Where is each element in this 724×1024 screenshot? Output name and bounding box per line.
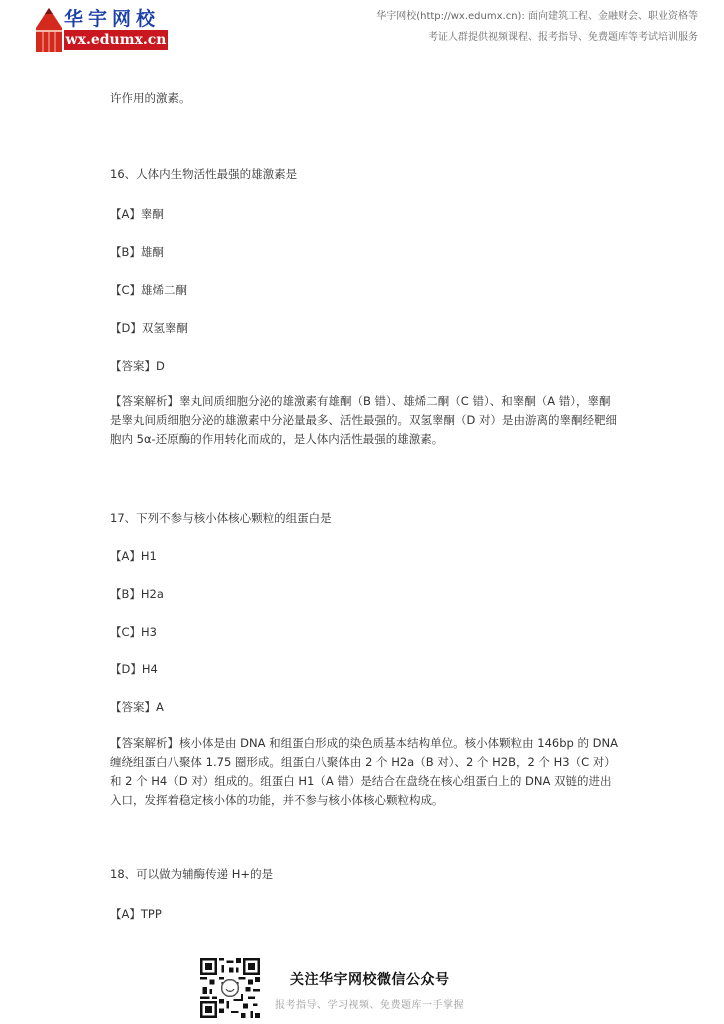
option-d: 【D】双氢睾酮 xyxy=(110,321,188,335)
option-d: 【D】H4 xyxy=(110,662,158,676)
option-a: 【A】H1 xyxy=(110,549,157,563)
option-b: 【B】H2a xyxy=(110,587,164,601)
answer: 【答案】D xyxy=(110,359,165,373)
tagline-line-2: 考证人群提供视频课程、报考指导、免费题库等考试培训服务 xyxy=(428,32,698,43)
footer-title: 关注华宇网校微信公众号 xyxy=(290,972,450,988)
page-header xyxy=(0,0,724,56)
answer: 【答案】A xyxy=(110,700,164,714)
question-stem: 16、人体内生物活性最强的雄激素是 xyxy=(110,167,298,181)
logo[interactable] xyxy=(34,4,170,52)
logo-brand-name: 华宇网校 xyxy=(64,8,161,30)
footer-subtitle: 报考指导、学习视频、免费题库一手掌握 xyxy=(275,1000,464,1011)
question-stem: 17、下列不参与核小体核心颗粒的组蛋白是 xyxy=(110,511,332,525)
answer-analysis: 【答案解析】睾丸间质细胞分泌的雄激素有雄酮（B 错）、雄烯二酮（C 错）、和睾酮（A 错），睾酮是睾丸间质细胞分泌的雄激素中分泌量最多、活性最强的。双氢睾酮（D 对）是由游离的睾酮经靶细胞内 5α-还原酶的作用转化而成的，是人体内活性最强的雄激素。 xyxy=(110,394,618,446)
option-a: 【A】TPP xyxy=(110,907,162,921)
qr-code-icon[interactable] xyxy=(200,958,260,1018)
header-tagline xyxy=(376,6,698,48)
tagline-line-1: 华宇网校(http://wx.edumx.cn): 面向建筑工程、金融财会、职业资格等 xyxy=(376,11,698,22)
continuation-text: 许作用的激素。 xyxy=(110,91,191,105)
page-footer xyxy=(200,958,520,1018)
option-a: 【A】睾酮 xyxy=(110,207,164,221)
option-b: 【B】雄酮 xyxy=(110,245,164,259)
pencil-logo-icon xyxy=(36,8,62,52)
answer-analysis: 【答案解析】核小体是由 DNA 和组蛋白形成的染色质基本结构单位。核小体颗粒由 146bp 的 DNA 缠绕组蛋白八聚体 1.75 圈形成。组蛋白八聚体由 2 个 H2a（B 对）、2 个 H2B，2 个 H3（C 对）和 2 个 H4（D 对）组成的。组蛋白 H1（A 错）是结合在盘绕在核心组蛋白上的 DNA 双链的进出入口，发挥着稳定核小体的功能，并不参与核小体核心颗粒构成。 xyxy=(110,736,618,807)
option-c: 【C】H3 xyxy=(110,625,157,639)
question-stem: 18、可以做为辅酶传递 H+的是 xyxy=(110,867,274,881)
logo-url: wx.edumx.cn xyxy=(65,32,167,48)
option-c: 【C】雄烯二酮 xyxy=(110,283,188,297)
